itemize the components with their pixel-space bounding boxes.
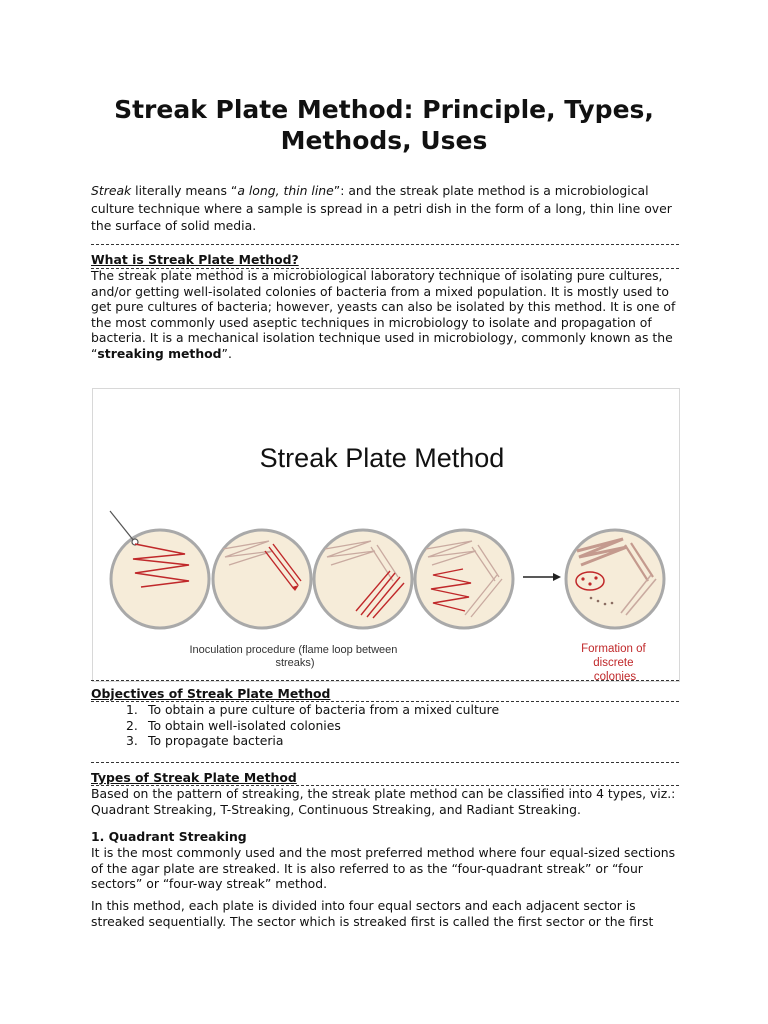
inoculating-loop-icon bbox=[110, 511, 134, 541]
quadrant-paragraph-2: In this method, each plate is divided into four equal sectors and each adjacent sector is streaked sequentially. The sector which is streaked first is called the first sector or the first bbox=[91, 898, 654, 929]
caption-right: Formation of discrete colonies bbox=[581, 643, 646, 681]
caption-left: Inoculation procedure (flame loop between streaks) bbox=[189, 644, 398, 669]
what-paragraph: The streak plate method is a microbiological laboratory technique of isolating pure cultures, and/or getting well-isolated colonies of bacteria from a mixed population. It is mostly used to get pure cultures of bacteria; however, yeasts can also be isolated by this method. It is one of the most commonly used aseptic techniques in microbiology to isolate and propagation of bacteria. It is a mechanical isolation technique used in microbiology, commonly known as the “streaking method”. bbox=[91, 268, 676, 361]
what-heading: What is Streak Plate Method? bbox=[91, 252, 299, 267]
list-item: 3. To propagate bacteria bbox=[126, 733, 284, 748]
plate-2 bbox=[213, 530, 311, 628]
section-divider bbox=[91, 762, 679, 763]
streak-plate-diagram bbox=[93, 389, 679, 681]
intro-streak-word: Streak bbox=[91, 183, 132, 198]
quadrant-paragraph-1: It is the most commonly used and the most preferred method where four equal-sized sections of the agar plate are streaked. It is also referred to as the “four-quadrant streak” or “four sectors” or “four-way streak” method. bbox=[91, 845, 676, 891]
streaking-method-term: streaking method bbox=[97, 345, 222, 361]
plate-3 bbox=[314, 530, 412, 628]
objectives-heading: Objectives of Streak Plate Method bbox=[91, 686, 331, 701]
figure-title: Streak Plate Method bbox=[259, 443, 505, 473]
types-heading: Types of Streak Plate Method bbox=[91, 770, 297, 785]
list-item: 2. To obtain well-isolated colonies bbox=[126, 717, 341, 733]
quadrant-heading: 1. Quadrant Streaking bbox=[91, 829, 247, 844]
types-paragraph: Based on the pattern of streaking, the streak plate method can be classified into 4 types, viz.: Quadrant Streaking, T-Streaking, Continuous Streaking, and Radiant Streaking. bbox=[91, 786, 676, 817]
plate-4 bbox=[415, 530, 513, 628]
list-item: 1. To obtain a pure culture of bacteria from a mixed culture bbox=[126, 702, 500, 717]
section-divider bbox=[91, 244, 679, 245]
intro-paragraph: Streak literally means “a long, thin line”: and the streak plate method is a microbiological culture technique where a sample is spread in a petri dish in the form of a long, thin line over the surface of solid media. bbox=[91, 183, 672, 233]
section-divider bbox=[91, 680, 679, 681]
plate-5 bbox=[566, 530, 664, 628]
objectives-list bbox=[91, 702, 499, 749]
plate-1 bbox=[110, 511, 209, 628]
arrow-icon bbox=[523, 573, 561, 581]
streak-plate-figure bbox=[92, 388, 680, 682]
intro-quote: a long, thin line bbox=[237, 183, 334, 198]
page-title: Streak Plate Method: Principle, Types, Methods, Uses bbox=[114, 95, 654, 155]
